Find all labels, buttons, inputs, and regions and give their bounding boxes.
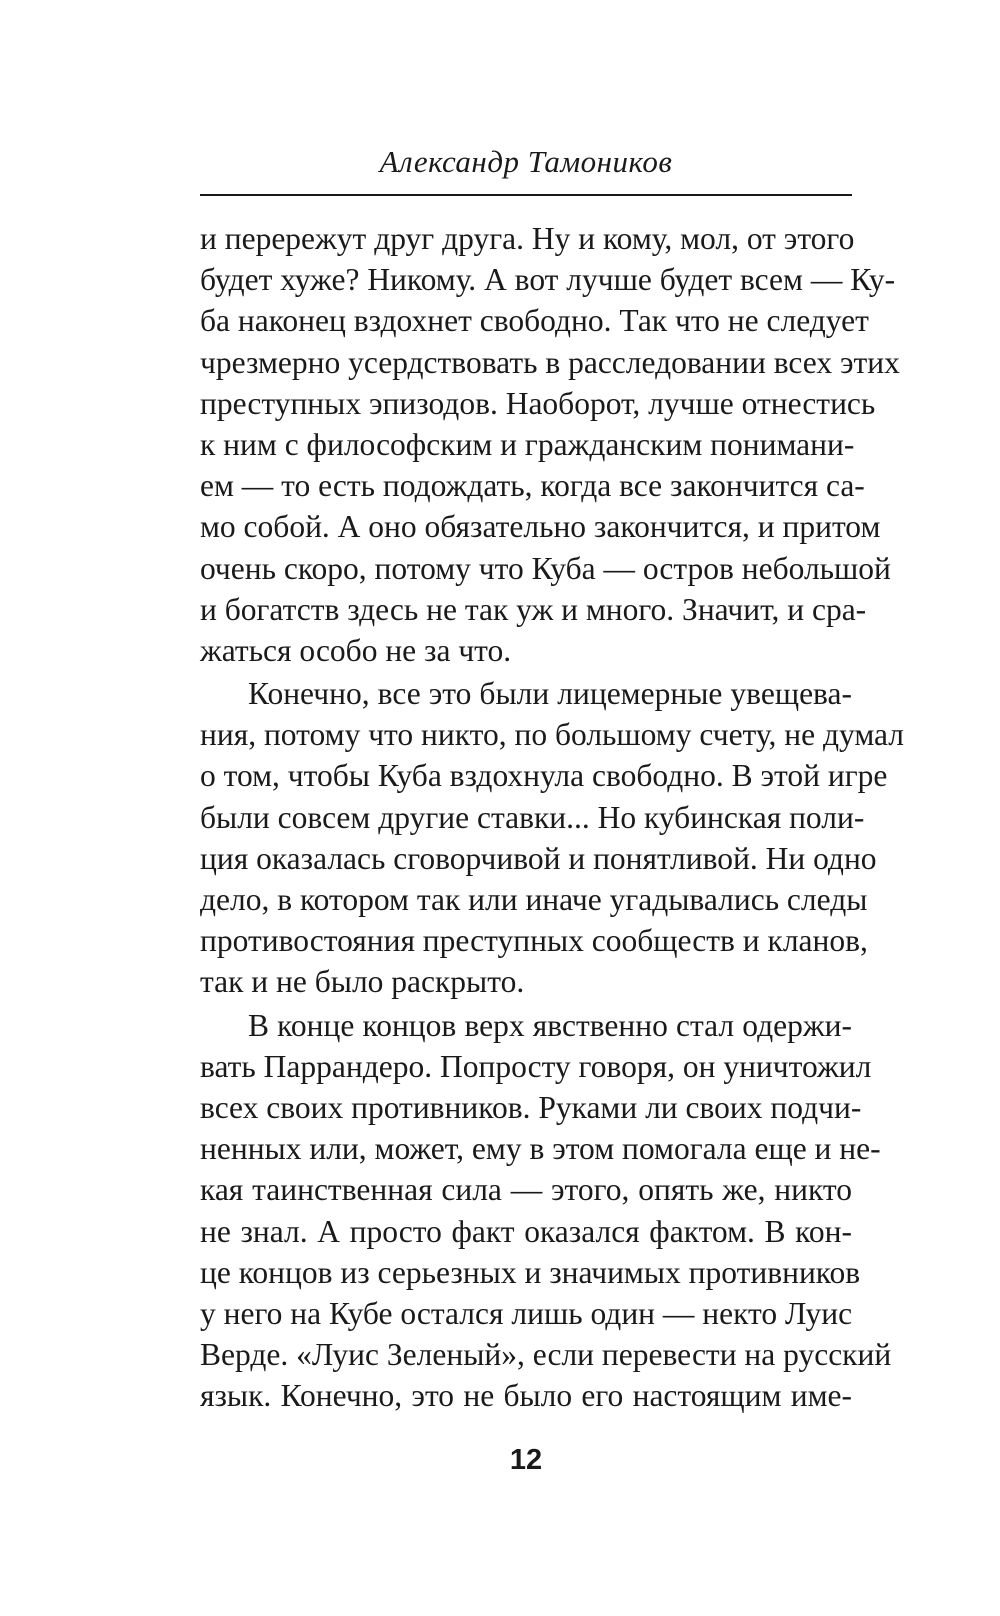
text-line: ния, потому что никто, по большому счету, не думал: [200, 717, 905, 753]
text-line: были совсем другие ставки... Но кубинская поли-: [200, 799, 865, 835]
text-line: к ним с философским и гражданским понимани-: [200, 426, 855, 462]
text-line: це концов из серьезных и значимых противников: [200, 1254, 861, 1290]
text-line: будет хуже? Никому. А вот лучше будет всем — Ку-: [200, 262, 896, 298]
page-number: 12: [509, 1444, 543, 1476]
text-line: В конце концов верх явственно стал одержи-: [248, 1007, 852, 1043]
text-line: Верде. «Луис Зеленый», если перевести на русский: [200, 1337, 892, 1373]
text-line: и перережут друг друга. Ну и кому, мол, от этого: [200, 221, 855, 256]
paragraph: [200, 218, 900, 671]
text-line: чрезмерно усердствовать в расследовании всех этих: [200, 344, 900, 380]
body-text: [200, 218, 905, 1416]
header-rule: [200, 194, 852, 196]
text-line: ция оказалась сговорчивой и понятливой. Ни одно: [200, 840, 877, 876]
text-line: мо собой. А оно обязательно закончится, и притом: [200, 509, 881, 545]
text-line: и богатств здесь не так уж и много. Значит, и сра-: [200, 591, 867, 627]
running-head-author: Александр Тамоников: [379, 144, 673, 179]
paragraph: [200, 1005, 892, 1417]
text-line: так и не было раскрыто.: [200, 964, 525, 1000]
text-line: всех своих противников. Руками ли своих подчи-: [200, 1089, 862, 1125]
paragraph: [200, 673, 905, 1003]
text-line: кая таинственная сила — этого, опять же, никто: [200, 1172, 852, 1208]
text-line: жаться особо не за что.: [200, 632, 512, 668]
text-line: Конечно, все это были лицемерные увещева-: [248, 676, 852, 712]
text-line: дело, в котором так или иначе угадывались следы: [200, 882, 868, 917]
text-line: язык. Конечно, это не было его настоящим име-: [200, 1378, 852, 1414]
text-line: преступных эпизодов. Наоборот, лучше отнестись: [200, 385, 876, 421]
text-line: вать Паррандеро. Попросту говоря, он уничтожил: [200, 1048, 872, 1084]
text-line: ба наконец вздохнет свободно. Так что не следует: [200, 303, 869, 339]
text-line: очень скоро, потому что Куба — остров небольшой: [200, 550, 891, 586]
text-line: ненных или, может, ему в этом помогала еще и не-: [200, 1131, 881, 1167]
text-line: ем — то есть подождать, когда все закончится са-: [200, 468, 865, 504]
text-line: у него на Кубе остался лишь один — некто Луис: [200, 1295, 853, 1331]
text-line: не знал. А просто факт оказался фактом. В кон-: [200, 1213, 852, 1249]
text-line: противостояния преступных сообществ и кланов,: [200, 923, 868, 959]
text-line: о том, чтобы Куба вздохнула свободно. В этой игре: [200, 758, 888, 794]
